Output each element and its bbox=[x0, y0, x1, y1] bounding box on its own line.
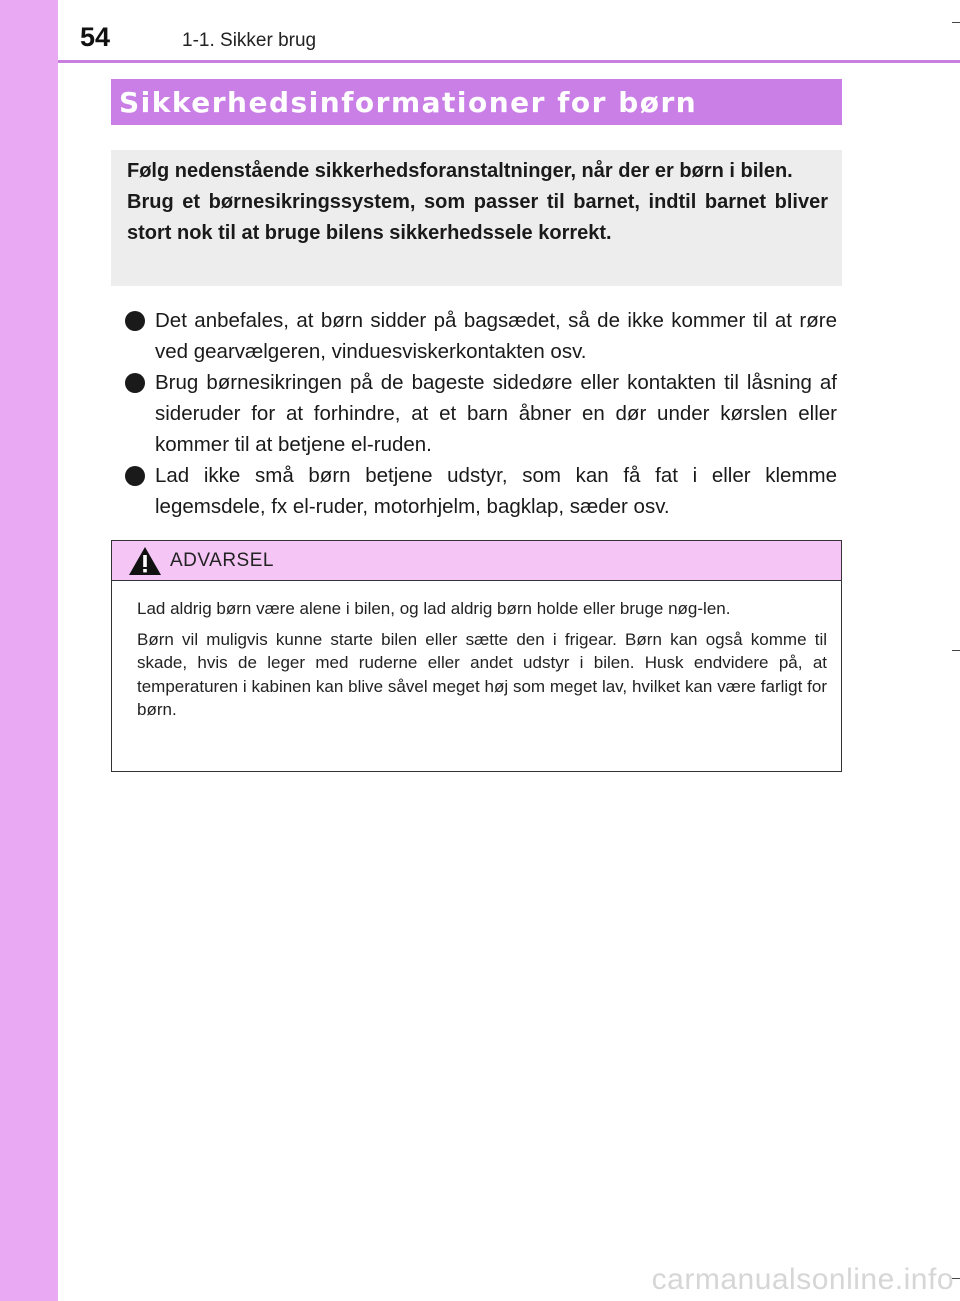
bullet-text: Brug børnesikringen på de bageste sidedøre eller kontakten til låsning af sideruder for at forhindre, at et barn åbner en dør under kørslen eller kommer til at betjene el-ruden. bbox=[155, 371, 837, 456]
intro-paragraph: Brug et børnesikringssystem, som passer til barnet, indtil barnet bliver stort nok til at bruge bilens sikkerhedssele korrekt. bbox=[127, 191, 828, 244]
intro-box bbox=[111, 150, 842, 286]
list-item bbox=[125, 460, 837, 522]
section-side-tab bbox=[0, 0, 58, 1301]
bullet-list bbox=[125, 305, 837, 522]
bullet-text: Lad ikke små børn betjene udstyr, som kan få fat i eller klemme legemsdele, fx el-ruder, motorhjelm, bagklap, sæder osv. bbox=[155, 464, 837, 518]
list-item bbox=[125, 305, 837, 367]
warning-paragraph: Lad aldrig børn være alene i bilen, og lad aldrig børn holde eller bruge nøg-len. bbox=[137, 599, 731, 618]
header-rule bbox=[58, 60, 960, 63]
page-number: 54 bbox=[80, 22, 111, 52]
bullet-dot-icon bbox=[125, 373, 145, 393]
bullet-dot-icon bbox=[125, 466, 145, 486]
bullet-dot-icon bbox=[125, 311, 145, 331]
section-label: 1-1. Sikker brug bbox=[182, 30, 317, 51]
warning-header bbox=[112, 541, 841, 581]
crop-mark bbox=[952, 22, 960, 23]
bullet-text: Det anbefales, at børn sidder på bagsædet, så de ikke kommer til at røre ved gearvælgeren, vinduesviskerkontakten osv. bbox=[155, 309, 837, 363]
page-title: Sikkerhedsinformationer for børn bbox=[119, 85, 698, 119]
warning-triangle-icon bbox=[128, 546, 162, 576]
warning-paragraph: Børn vil muligvis kunne starte bilen eller sætte den i frigear. Børn kan også komme til skade, hvis de leger med ruderne eller andet udstyr i bilen. Husk endvidere på, at temperaturen i kabinen kan blive såvel meget høj som meget lav, hvilket kan være farligt for børn. bbox=[137, 629, 827, 719]
section-title-bar bbox=[111, 79, 842, 125]
intro-paragraph: Følg nedenstående sikkerhedsforanstaltninger, når der er børn i bilen. bbox=[127, 160, 793, 182]
warning-title: ADVARSEL bbox=[170, 549, 274, 571]
warning-body bbox=[112, 581, 841, 722]
watermark: carmanualsonline.info bbox=[651, 1263, 954, 1296]
crop-mark bbox=[952, 650, 960, 651]
list-item bbox=[125, 367, 837, 460]
warning-box bbox=[111, 540, 842, 772]
